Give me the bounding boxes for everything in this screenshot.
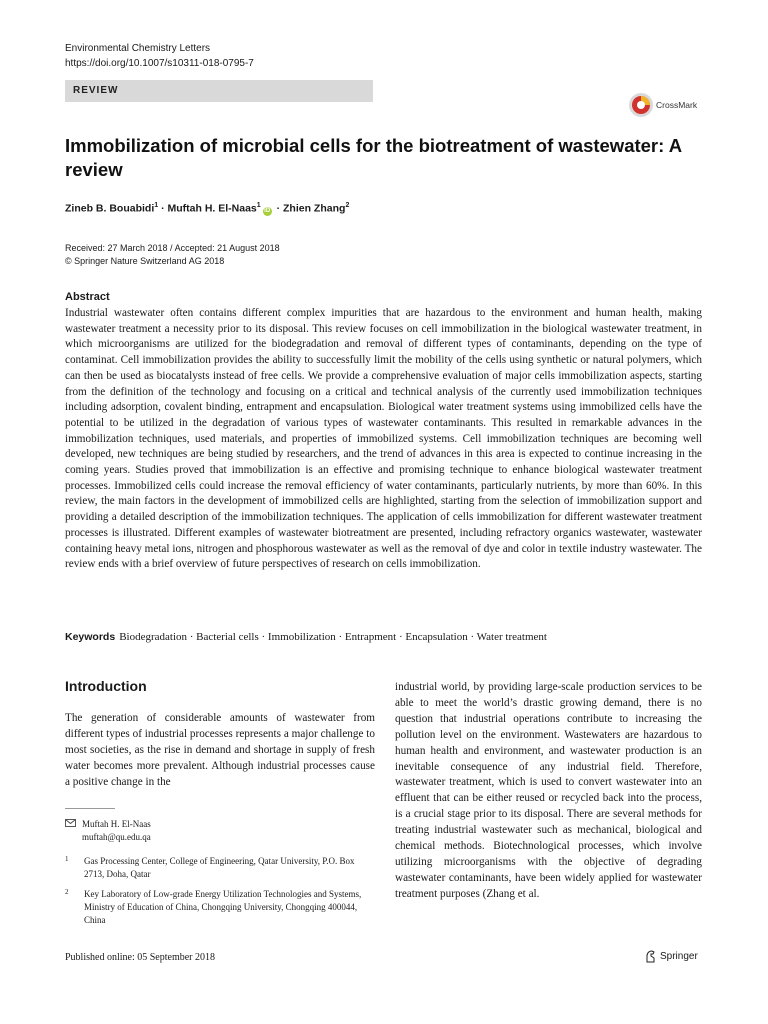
keywords-label: Keywords — [65, 631, 116, 643]
copyright-line: © Springer Nature Switzerland AG 2018 — [65, 256, 225, 266]
article-dates — [65, 242, 280, 268]
corresponding-author — [65, 818, 151, 844]
author-separator: · — [158, 202, 168, 215]
author-affiliation-marker: 1 — [154, 202, 159, 209]
author-name[interactable]: Zineb B. Bouabidi — [65, 202, 155, 215]
corresponding-name: Muftah H. El-Naas — [82, 819, 151, 829]
affiliation-1 — [65, 855, 365, 881]
mail-icon — [65, 818, 82, 844]
crossmark-label: CrossMark — [656, 100, 698, 110]
introduction-left-column: The generation of considerable amounts of wastewater from different types of industrial processes represents a major challenge to most societies, as the rise in demand and shortage in supply of fresh water becomes more prevalent. Although industrial processes cause a positive change in the — [65, 712, 375, 788]
corresponding-email[interactable]: muftah@qu.edu.qa — [82, 832, 151, 842]
introduction-heading: Introduction — [65, 678, 147, 694]
affiliation-number: 2 — [65, 888, 69, 896]
introduction-right-column: industrial world, by providing large-scale production services to be able to meet the world’s drastic growing demand, there is no question that industrial operations contribute to increasing the pollution level on the environment. Wastewaters are hazardous to human health and environment, and wastewater production is an inevitable consequence of any industrial field. Therefore, wastewater treatment, which is used to convert wastewater into an effluent that can be either reused or recycled back into the process, is a crucial stage prior to its disposal. There are several methods for treating industrial wastewater such as mechanical, biological and chemical methods. Biotechnological processes, which involve utilizing microorganisms with the objective of degrading wastewater contaminants, have been widely applied for wastewater treatment purposes (Zhang et al. — [395, 681, 702, 900]
abstract-text: Industrial wastewater often contains different complex impurities that are hazardous to the environment and human health, making wastewater treatment a necessity prior to its disposal. This review focuses on cell immobilization in the biological wastewater treatment, in which microorganisms are utilized for the biodegradation and removal of different types of contaminants, depending on the type of contaminat. Cell immobilization provides the ability to successfully limit the mobility of the cells using synthetic or natural polymers, which can then be used as biocatalysts instead of free cells. We provide a comprehensive evaluation of major cells immobilization aspects, starting from the definition of the technology and focusing on a critical and technical analysis of the currently used immobilization techniques including adsorption, covalent binding, entrapment and encapsulation. Biological water treatment systems using immobilized cells have the potential to be utilized in the degradation of various types of wastewater contaminants. This resulted in remarkable advances in the immobilization techniques, used materials, and properties of immobilized systems. Cell immobilization techniques are becoming well developed, new techniques are being studied by researchers, and the trend of advances in this area is expected to continue increasing in the coming years. Studies proved that immobilization is an effective and promising technique to enhance biological wastewater treatment processes. Immobilized cells could increase the removal efficiency of water contaminants, particularly nutrients, by more than 60%. In this review, the main factors in the development of immobilized cells are highlighted, starting from the selection of immobilization support and providing a detailed description of the immobilization techniques. The application of cells immobilization for different wastewater treatment processes is illustrated. Different examples of wastewater biotreatment are presented, including refractory organics wastewater, wastewater containing heavy metal ions, nitrogen and phosphorous wastewater as well as the removal of dye and color in textile industry wastewater. The review ends with a brief overview of future perspectives of research on cells immobilization. — [65, 307, 702, 571]
journal-header — [65, 41, 254, 71]
keywords-line — [65, 631, 547, 643]
affiliation-2 — [65, 888, 365, 927]
author-name[interactable]: Zhien Zhang — [283, 202, 346, 215]
received-accepted-dates: Received: 27 March 2018 / Accepted: 21 August 2018 — [65, 243, 280, 253]
springer-logo — [645, 950, 698, 963]
published-online-date: Published online: 05 September 2018 — [65, 952, 215, 963]
keywords-list: Biodegradation · Bacterial cells · Immobilization · Entrapment · Encapsulation · Water treatment — [119, 631, 547, 643]
author-name[interactable]: Muftah H. El-Naas — [167, 202, 257, 215]
affiliation-number: 1 — [65, 855, 69, 863]
abstract-heading: Abstract — [65, 291, 110, 303]
author-affiliation-marker: 2 — [345, 202, 350, 209]
author-affiliation-marker: 1 — [256, 202, 261, 209]
affiliation-text: Key Laboratory of Low-grade Energy Utilization Technologies and Systems, Ministry of Education of China, Chongqing University, Chongqing 400044, China — [84, 889, 362, 925]
springer-horse-icon — [645, 950, 656, 963]
journal-name: Environmental Chemistry Letters — [65, 43, 211, 54]
author-list — [65, 202, 349, 216]
crossmark-badge[interactable] — [628, 92, 697, 118]
article-type-band: REVIEW — [65, 80, 373, 102]
author-separator: · — [273, 202, 284, 215]
doi-link[interactable]: https://doi.org/10.1007/s10311-018-0795-7 — [65, 58, 254, 69]
publisher-name: Springer — [660, 951, 698, 962]
crossmark-icon — [628, 92, 654, 118]
affiliation-text: Gas Processing Center, College of Engineering, Qatar University, P.O. Box 2713, Doha, Qatar — [84, 856, 355, 879]
footnote-divider — [65, 808, 115, 809]
orcid-icon[interactable]: iD — [264, 207, 271, 214]
article-title: Immobilization of microbial cells for the biotreatment of wastewater: A review — [65, 135, 682, 180]
